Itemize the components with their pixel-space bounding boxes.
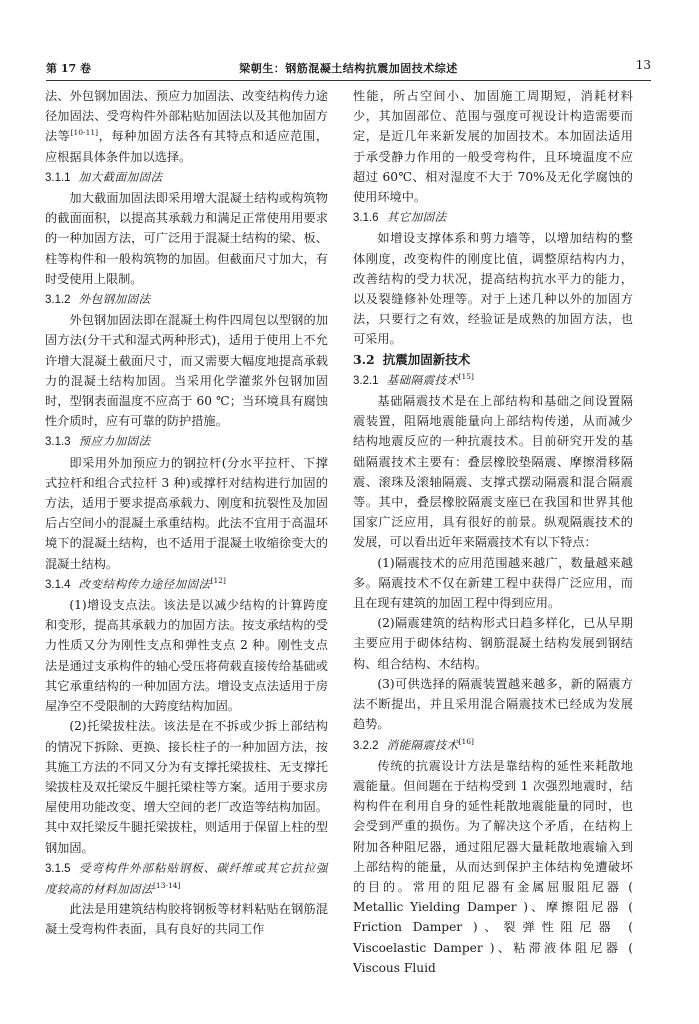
intro-paragraph: 法、外包钢加固法、预应力加固法、改变结构传力途径加固法、受弯构件外部粘贴加固法以及其他加固方法等[10-11]，每种加固方法各有其特点和适应范围，应根据具体条件加以选择。 xyxy=(45,89,329,164)
section-3-1-5-text: 此法是用建筑结构胶将钢板等材料粘贴在钢筋混凝土受弯构件表面，具有良好的共同工作 xyxy=(45,902,328,937)
section-3-1-5-heading: 3.1.5 受弯构件外部粘贴钢板、碳纤维或其它抗拉强度较高的材料加固法[13-14] xyxy=(45,860,328,896)
section-3-2-2-heading: 3.2.2 消能隔震技术[16] xyxy=(353,736,474,752)
citation: [15] xyxy=(458,372,474,382)
running-title: 梁朝生：钢筋混凝土结构抗震加固技术综述 xyxy=(239,62,458,75)
running-header xyxy=(46,58,651,78)
section-3-1-4-heading: 3.1.4 改变结构传力途径加固法[12] xyxy=(45,576,226,591)
section-3-2-1-item-2: (2)隔震建筑的结构形式日趋多样化，已从早期主要应用于砌体结构、钢筋混凝土结构发展到钢结构、组合结构、木结构。 xyxy=(353,616,633,671)
section-3-2-heading: 3.2 抗震加固新技术 xyxy=(353,351,471,367)
section-3-1-2-heading: 3.1.2 外包钢加固法 xyxy=(45,292,151,307)
issue-label: 第 17 卷 xyxy=(46,62,91,75)
section-3-2-1-text: 基础隔震技术是在上部结构和基础之间设置隔震装置，阻隔地震能量向上部结构传递，从而减少结构地震反应的一种抗震技术。目前研究开发的基础隔震技术主要有：叠层橡胶垫隔震、摩擦滑移隔震、滚珠及滚轴隔震、支撑式摆动隔震和混合隔震等。其中，叠层橡胶隔震支座已在我国和世界其他国家广泛应用，具有很好的前景。纵观隔震技术的发展，可以看出近年来隔震技术有以下特点： xyxy=(353,394,633,550)
section-3-1-4-item-2: (2)托梁拔柱法。该法是在不拆或少拆上部结构的情况下拆除、更换、接长柱子的一种加固方法，按其施工方法的不同又分为有支撑托梁拔柱、无支撑托梁拔柱及双托梁反牛腿托梁柱等方案。适用于要求房屋使用功能改变、增大空间的老厂改造等结构加固。其中双托梁反牛腿托梁拔柱，则适用于保留上柱的型钢加固。 xyxy=(45,719,328,855)
section-3-2-2-text: 传统的抗震设计方法是靠结构的延性来耗散地震能量。但间题在于结构受到 1 次强烈地震时，结构构件在利用自身的延性耗散地震能量的同时，也会受到严重的损伤。为了解决这个矛盾，在结构上附加各种阻尼器，通过阻尼器大量耗散地震输入到上部结构的能量，从而达到保护主体结构免遭破坏的目的。常用的阻尼器有金属屈服阻尼器 ( Metallic Yielding Damper )、摩擦阻尼器 ( Friction Damper )、裂弹性阻尼器 ( Viscoelastic Damper )、粘滞液体阻尼器 ( Viscous Fluid xyxy=(353,758,633,975)
section-3-2-1-item-1: (1)隔震技术的应用范围越来越广，数量越来越多。隔震技术不仅在新建工程中获得广泛应用，而且在现有建筑的加固工程中得到应用。 xyxy=(353,555,633,611)
header-rule xyxy=(46,80,651,81)
section-3-2-1-heading: 3.2.1 基础隔震技术[15] xyxy=(353,372,474,387)
citation: [16] xyxy=(458,736,474,746)
continued-paragraph: 性能，所占空间小、加固施工周期短，消耗材料少，其加固部位、范围与强度可视设计构造需要而定，是近几年来新发展的加固技术。本加固法适用于承受静力作用的一般受弯构件，且环境温度不应超过 60℃、相对湿度不大于 70%及无化学腐蚀的使用环境中。 xyxy=(353,89,633,205)
section-3-1-4-item-1: (1)增设支点法。该法是以减少结构的计算跨度和变形，提高其承载力的加固方法。按支承结构的受力性质又分为刚性支点和弹性支点 2 种。刚性支点法是通过支承构件的轴心受压将荷载直接传给基础或其它承重结构的一种加固方法。增设支点法适用于房屋净空不受限制的大跨度结构加固。 xyxy=(45,598,328,714)
section-3-1-6-heading: 3.1.6 其它加固法 xyxy=(353,210,447,225)
page-number: 13 xyxy=(635,58,651,72)
citation: [13-14] xyxy=(153,881,181,891)
left-column xyxy=(45,86,328,940)
section-3-1-6-text: 如增设支撑体系和剪力墙等，以增加结构的整体刚度，改变构件的刚度比值，调整原结构内力，改善结构的受力状况，提高结构抗水平力的能力，以及裂缝修补处理等。对于上述几种以外的加固方法，只要行之有效，经验证是成熟的加固方法，也可采用。 xyxy=(353,231,633,347)
section-3-1-1-text: 加大截面加固法即采用增大混凝土结构或构筑物的截面面积，以提高其承载力和满足正常使用用要求的一种加固方法，可广泛用于混凝土结构的梁、板、柱等构件和一般构筑物的加固。但截面尺寸加大，有时受使用上限制。 xyxy=(45,191,328,286)
section-3-1-1-heading: 3.1.1 加大截面加固法 xyxy=(45,169,163,184)
section-3-1-3-text: 即采用外加预应力的钢拉杆(分水平拉杆、下撑式拉杆和组合式拉杆 3 种)或撑杆对结构进行加固的方法，适用于要求提高承载力、刚度和抗裂性及加固后占空间小的混凝土承重结构。此法不宜用于高温环境下的混凝土结构，也不适用于混凝土收缩徐变大的混凝土结构。 xyxy=(45,455,328,571)
right-column xyxy=(353,86,633,978)
section-3-1-2-text: 外包钢加固法即在混凝土构件四周包以型钢的加固方法(分干式和湿式两种形式)，适用于使用上不允许增大混凝土截面尺寸，而又需要大幅度地提高承载力的混凝土结构加固。当采用化学灌浆外包钢加固时，型钢表面温度不应高于 60 ℃；当环境具有腐蚀性介质时，应有可靠的防护措施。 xyxy=(45,313,328,429)
section-3-2-1-item-3: (3)可供选择的隔震装置越来越多，新的隔震方法不断提出，并且采用混合隔震技术已经成为发展趋势。 xyxy=(353,676,633,732)
citation: [10-11] xyxy=(70,128,99,138)
section-3-1-3-heading: 3.1.3 预应力加固法 xyxy=(45,434,151,449)
citation: [12] xyxy=(210,576,226,586)
